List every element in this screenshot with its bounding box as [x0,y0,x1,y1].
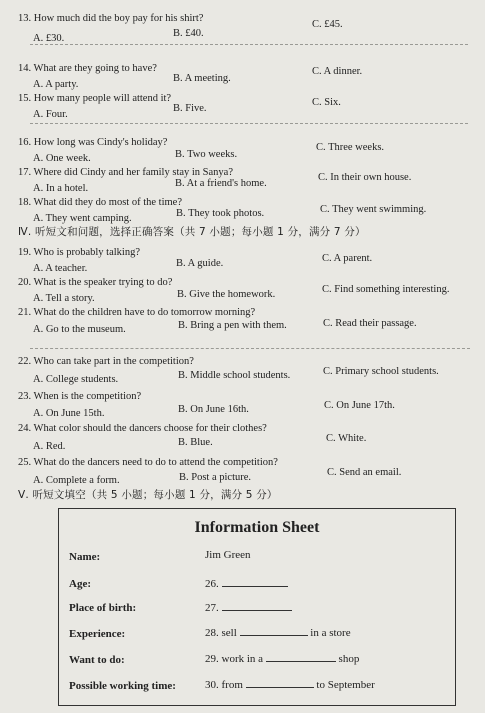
sheet-label-experience: Experience: [69,628,126,640]
question-20-option-b: B. Give the homework. [177,289,276,300]
question-14-option-a: A. A party. [33,79,79,90]
question-25-option-c: C. Send an email. [327,467,402,478]
sheet-title: Information Sheet [194,519,320,536]
sheet-label-place-of-birth: Place of birth: [69,602,137,614]
question-17-stem: 17. Where did Cindy and her family stay in Sanya? [18,167,234,178]
question-23-option-c: C. On June 17th. [324,400,395,411]
question-14-option-c: C. A dinner. [312,66,363,77]
blank-prefix-28: 28. sell [205,627,237,639]
answer-blank-27[interactable] [222,600,292,611]
question-23-option-b: B. On June 16th. [178,404,249,415]
blank-number-27: 27. [205,602,219,614]
question-15-stem: 15. How many people will attend it? [18,93,172,104]
question-24-option-a: A. Red. [33,441,66,452]
question-17-option-c: C. In their own house. [318,172,412,183]
question-21-option-c: C. Read their passage. [323,318,417,329]
sheet-value-experience [205,625,351,639]
divider [30,44,468,45]
sheet-label-age: Age: [69,578,91,590]
blank-suffix-30: to September [316,679,375,691]
question-16-option-a: A. One week. [33,153,91,164]
answer-blank-26[interactable] [222,576,288,587]
question-19-stem: 19. Who is probably talking? [18,247,140,258]
question-13-stem: 13. How much did the boy pay for his shirt? [18,13,204,24]
question-13-option-b: B. £40. [173,28,204,39]
sheet-value-want-to-do [205,651,359,665]
sheet-label-want-to-do: Want to do: [69,654,125,666]
question-19-option-a: A. A teacher. [33,263,88,274]
question-20-stem: 20. What is the speaker trying to do? [18,277,173,288]
sheet-label-name: Name: [69,551,101,563]
question-16-option-c: C. Three weeks. [316,142,385,153]
blank-prefix-30: 30. from [205,679,243,691]
question-15-option-b: B. Five. [173,103,207,114]
question-18-option-c: C. They went swimming. [320,204,427,215]
question-25-option-b: B. Post a picture. [179,472,252,483]
question-16-option-b: B. Two weeks. [175,149,238,160]
question-18-option-a: A. They went camping. [33,213,132,224]
divider [30,123,468,124]
question-15-option-c: C. Six. [312,97,341,108]
section-5-heading: Ⅴ. 听短文填空（共 5 小题；每小题 1 分，满分 5 分） [18,489,278,501]
question-19-option-b: B. A guide. [176,258,224,269]
information-sheet [58,508,456,706]
answer-blank-29[interactable] [266,651,336,662]
question-24-option-b: B. Blue. [178,437,213,448]
answer-blank-30[interactable] [246,677,314,688]
question-22-option-a: A. College students. [33,374,119,385]
question-25-option-a: A. Complete a form. [33,475,120,486]
divider [30,348,470,349]
question-13-option-a: A. £30. [33,33,65,44]
question-14-stem: 14. What are they going to have? [18,63,157,74]
sheet-value-age [205,576,288,590]
sheet-label-working-time: Possible working time: [69,680,176,692]
question-15-option-a: A. Four. [33,109,68,120]
sheet-value-name [205,549,251,561]
question-21-option-a: A. Go to the museum. [33,324,126,335]
question-16-stem: 16. How long was Cindy's holiday? [18,137,168,148]
question-21-option-b: B. Bring a pen with them. [178,320,287,331]
question-25-stem: 25. What do the dancers need to do to attend the competition? [18,457,278,468]
answer-blank-28[interactable] [240,625,308,636]
question-23-stem: 23. When is the competition? [18,391,142,402]
blank-suffix-28: in a store [310,627,351,639]
question-13-option-c: C. £45. [312,19,343,30]
question-21-stem: 21. What do the children have to do tomorrow morning? [18,307,256,318]
question-24-stem: 24. What color should the dancers choose for their clothes? [18,423,267,434]
blank-number-26: 26. [205,578,219,590]
question-19-option-c: C. A parent. [322,253,373,264]
section-4-heading: Ⅳ. 听短文和问题，选择正确答案（共 7 小题；每小题 1 分，满分 7 分） [18,226,366,238]
blank-prefix-29: 29. work in a [205,653,264,665]
blank-suffix-29: shop [338,653,360,665]
question-22-option-b: B. Middle school students. [178,370,291,381]
question-14-option-b: B. A meeting. [173,73,231,84]
question-23-option-a: A. On June 15th. [33,408,105,419]
question-18-option-b: B. They took photos. [176,208,265,219]
question-20-option-a: A. Tell a story. [33,293,95,304]
question-18-stem: 18. What did they do most of the time? [18,197,182,208]
question-22-stem: 22. Who can take part in the competition? [18,356,194,367]
sheet-value-name-text: Jim Green [205,549,251,561]
question-22-option-c: C. Primary school students. [323,366,439,377]
question-17-option-b: B. At a friend's home. [175,178,267,189]
question-24-option-c: C. White. [326,433,367,444]
question-17-option-a: A. In a hotel. [33,183,89,194]
sheet-value-place-of-birth [205,600,292,614]
sheet-value-working-time [205,677,375,691]
question-20-option-c: C. Find something interesting. [322,284,450,295]
